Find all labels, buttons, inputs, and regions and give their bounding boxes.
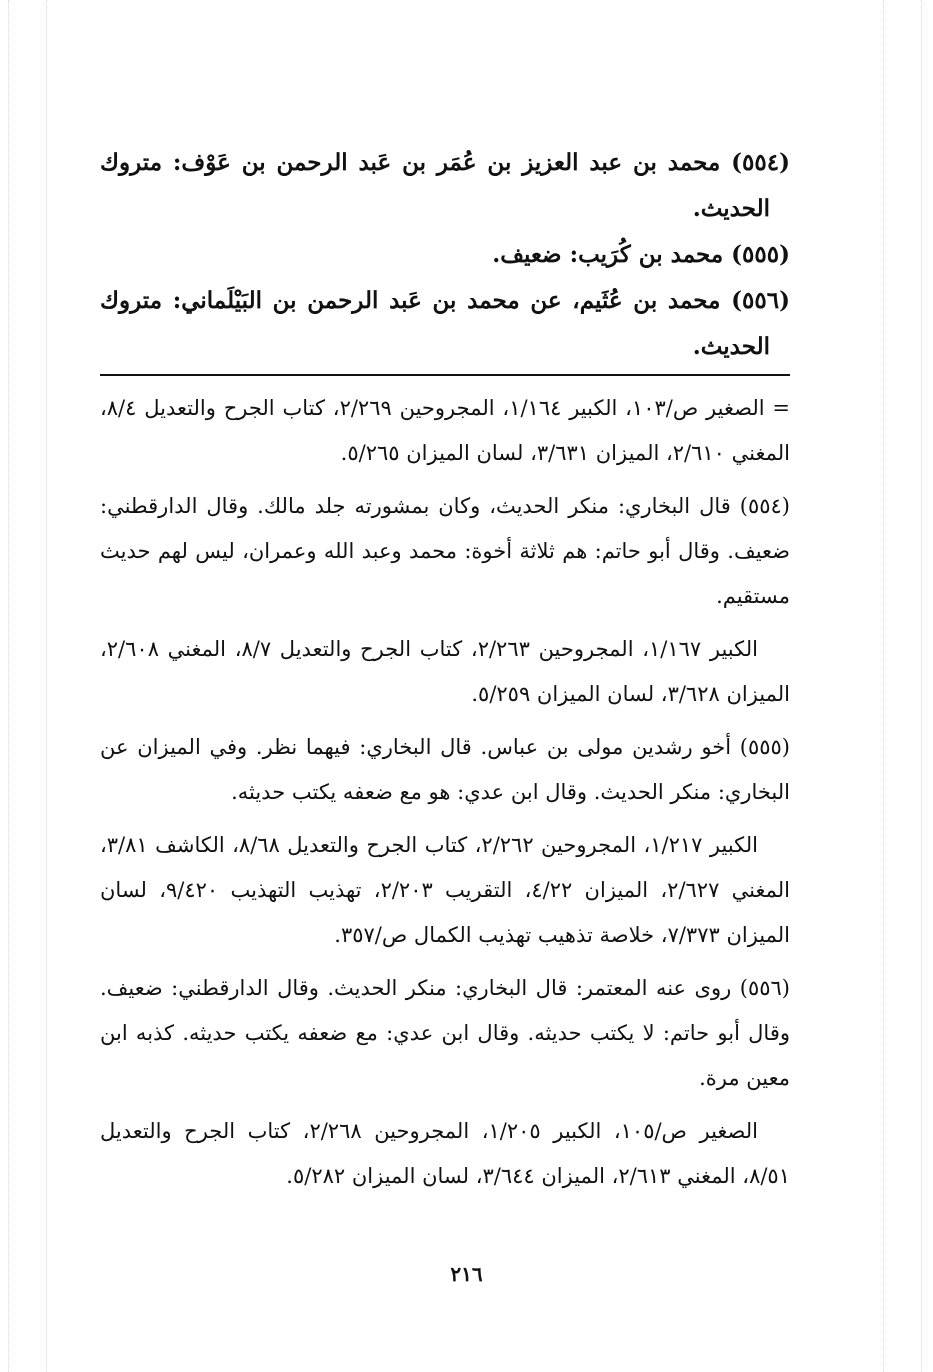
footnote-556-references: الصغير ص/١٠٥، الكبير ١/٢٠٥، المجروحين ٢/٢٦٨، كتاب الجرح والتعديل ٨/٥١، المغني ٢/٦١٣، الميزان ٣/٦٤٤، لسان الميزان ٥/٢٨٢. <box>100 1119 790 1188</box>
main-entries <box>100 140 790 370</box>
footnote-555-references: الكبير ١/٢١٧، المجروحين ٢/٢٦٢، كتاب الجرح والتعديل ٨/٦٨، الكاشف ٣/٨١، المغني ٢/٦٢٧، الميزان ٤/٢٢، التقريب ٢/٢٠٣، تهذيب التهذيب ٩/٤٢٠، لسان الميزان ٧/٣٧٣، خلاصة تذهيب تهذيب الكمال ص/٣٥٧. <box>100 833 790 947</box>
entry-556: (٥٥٦) محمد بن عُثَيم، عن محمد بن عَبد الرحمن بن البَيْلَماني: متروك الحديث. <box>100 287 790 360</box>
footnote-555: (٥٥٥) أخو رشدين مولى بن عباس. قال البخاري: فيهما نظر. وفي الميزان عن البخاري: منكر الحديث. وقال ابن عدي: هو مع ضعفه يكتب حديثه. <box>100 735 790 804</box>
footnote-divider <box>100 374 790 376</box>
entry-554: (٥٥٤) محمد بن عبد العزيز بن عُمَر بن عَبد الرحمن بن عَوْف: متروك الحديث. <box>100 149 790 222</box>
footnote-554-references: الكبير ١/١٦٧، المجروحين ٢/٢٦٣، كتاب الجرح والتعديل ٨/٧، المغني ٢/٦٠٨، الميزان ٣/٦٢٨، لسان الميزان ٥/٢٥٩. <box>100 637 790 706</box>
page-number: ٢١٦ <box>450 1262 483 1286</box>
footnotes <box>100 386 790 1207</box>
scan-guide-line <box>883 0 884 1372</box>
entry-555: (٥٥٥) محمد بن كُرَيب: ضعيف. <box>492 241 790 268</box>
scan-guide-line <box>921 0 922 1372</box>
footnote-continuation: = الصغير ص/١٠٣، الكبير ١/١٦٤، المجروحين ٢/٢٦٩، كتاب الجرح والتعديل ٨/٤، المغني ٢/٦١٠، الميزان ٣/٦٣١، لسان الميزان ٥/٢٦٥. <box>100 396 790 465</box>
footnote-554: (٥٥٤) قال البخاري: منكر الحديث، وكان بمشورته جلد مالك. وقال الدارقطني: ضعيف. وقال أبو حاتم: هم ثلاثة أخوة: محمد وعبد الله وعمران، ليس لهم حديث مستقيم. <box>100 494 790 608</box>
footnote-556: (٥٥٦) روى عنه المعتمر: قال البخاري: منكر الحديث. وقال الدارقطني: ضعيف. وقال أبو حاتم: لا يكتب حديثه. وقال ابن عدي: مع ضعفه يكتب حديثه. كذبه ابن معين مرة. <box>100 976 790 1090</box>
scan-guide-line <box>46 0 47 1372</box>
scan-guide-line <box>8 0 9 1372</box>
